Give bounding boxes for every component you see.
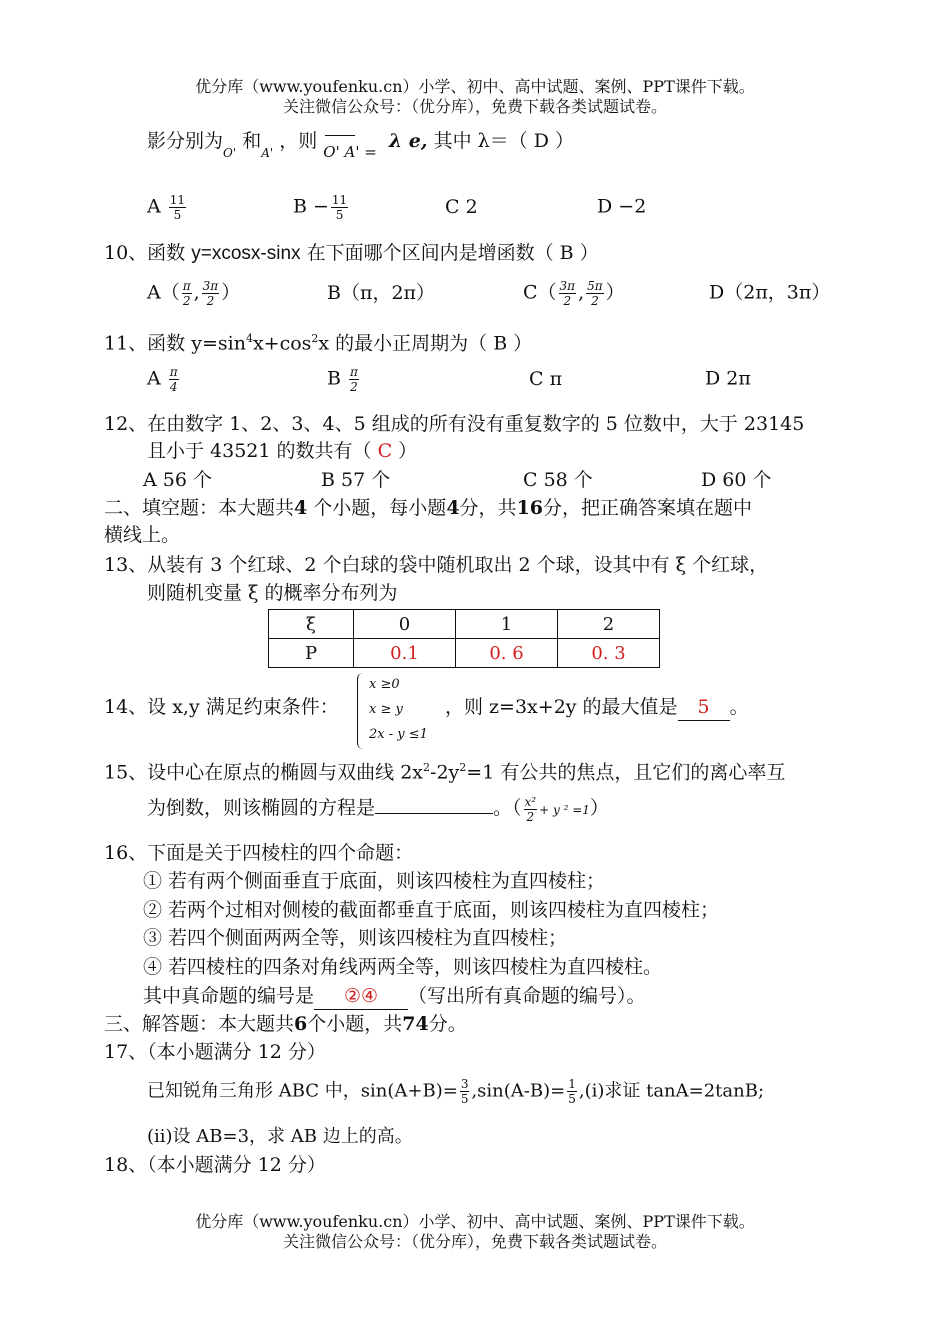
q9-stem: 影分别为$_{O'}$ 和$_{A'}$ ，则 O' A' = λ e, 其中 λ＝（ D ） (147, 128, 574, 166)
constraint-3: 2x - y ≤1 (369, 727, 428, 742)
q9-answer: D (533, 130, 549, 152)
q17-line1: 已知锐角三角形 ABC 中，sin(A+B)= $\frac{3}{5}$ ,sin(A-B)= $\frac{1}{5}$ ,(i)求证 tanA=2tanB; (147, 1077, 765, 1106)
q10-options: A（ $\frac{\pi}{2}$ , $\frac{3\pi}{2}$ ） B（π，2π） C（ $\frac{3\pi}{2}$ , $\frac{5\pi}{2}$ ） D（2π，3π） (147, 279, 831, 308)
q16-final: 其中真命题的编号是 ②④ （写出所有真命题的编号）。 (143, 983, 646, 1010)
q16-item-3: ③ 若四个侧面两两全等，则该四棱柱为直四棱柱； (143, 927, 568, 949)
q15-line2: 为倒数，则该椭圆的方程是 。（ $\frac{\text{x²}}{2}$ + y ² =1） (147, 794, 609, 824)
q15-line1: 15、设中心在原点的椭圆与双曲线 $2x^2-2y^2=1$ 有公共的焦点，且它们的离心率互 (104, 761, 786, 784)
q16-answer: ②④ (314, 983, 408, 1010)
q14-answer: 5 (678, 694, 730, 721)
table-cell: P (269, 639, 354, 668)
section-3-heading: 三、解答题：本大题共6个小题，共74分。 (104, 1013, 467, 1035)
table-row (269, 639, 660, 668)
q12-options: A 56 个 B 57 个 C 58 个 D 60 个 (143, 469, 772, 491)
section-2-heading: 二、填空题：本大题共4 个小题，每小题4分，共16分，把正确答案填在题中 (104, 497, 753, 519)
q12-line1: 12、在由数字 1、2、3、4、5 组成的所有没有重复数字的 5 位数中，大于 23145 (104, 413, 805, 435)
q17-title: 17、（本小题满分 12 分） (104, 1041, 326, 1063)
q16-stem: 16、下面是关于四棱柱的四个命题： (104, 842, 414, 864)
constraint-1: x ≥0 (369, 677, 400, 692)
q14-stem-a: 14、设 x,y 满足约束条件： (104, 696, 339, 718)
q11-answer: B (493, 332, 508, 355)
table-cell: 2 (558, 610, 660, 639)
section-2-heading-line2: 横线上。 (104, 524, 181, 546)
q16-item-2: ② 若两个过相对侧棱的截面都垂直于底面，则该四棱柱为直四棱柱； (143, 899, 720, 921)
q18-title: 18、（本小题满分 12 分） (104, 1154, 326, 1176)
q14-stem-b: ，则 z=3x+2y 的最大值是 5 。 (445, 694, 749, 721)
q17-line2: (ii)设 AB=3，求 AB 边上的高。 (147, 1126, 413, 1147)
q12-answer: C (377, 440, 393, 462)
q16-item-4: ④ 若四棱柱的四条对角线两两全等，则该四棱柱为直四棱柱。 (143, 956, 663, 978)
footer-line-2: 关注微信公众号：（优分库），免费下载各类试题试卷。 (282, 1232, 667, 1251)
q13-line1: 13、从装有 3 个红球、2 个白球的袋中随机取出 2 个球，设其中有 ξ 个红球， (104, 554, 769, 576)
constraint-2: x ≥ y (369, 702, 403, 717)
header-line-2: 关注微信公众号：（优分库），免费下载各类试题试卷。 (282, 97, 667, 116)
q12-line2: 且小于 43521 的数共有（ C ） (147, 440, 418, 462)
q11-options: A $\frac{\pi}{4}$ B $\frac{\pi}{2}$ C π D 2π (147, 365, 751, 394)
table-header-row (269, 610, 660, 639)
table-cell: 0. 3 (558, 639, 660, 668)
q13-line2: 则随机变量 ξ 的概率分布列为 (147, 582, 398, 604)
table-cell: 0. 6 (456, 639, 558, 668)
table-cell: ξ (269, 610, 354, 639)
table-cell: 1 (456, 610, 558, 639)
q11-stem: 11、函数 $y=\sin^4x+\cos^2x$ 的最小正周期为（ B ） (104, 332, 533, 355)
q10-answer: B (559, 242, 574, 264)
probability-table (268, 609, 660, 668)
o-prime-label: O' (223, 146, 237, 160)
q9-options: A $\frac{11}{5}$ B − $\frac{11}{5}$ C 2 D −2 (147, 193, 647, 222)
constraint-brace (357, 673, 366, 749)
a-prime-label: A' (261, 146, 274, 160)
header-line-1: 优分库（www.youfenku.cn）小学、初中、高中试题、案例、PPT课件下载。 (195, 77, 755, 96)
vector-oa: O' A' = (323, 139, 376, 165)
q15-blank (375, 793, 493, 814)
table-cell: 0.1 (354, 639, 456, 668)
q10-stem: 10、函数 y=xcosx-sinx 在下面哪个区间内是增函数（ B ） (104, 242, 599, 264)
table-cell: 0 (354, 610, 456, 639)
footer-line-1: 优分库（www.youfenku.cn）小学、初中、高中试题、案例、PPT课件下载。 (195, 1212, 755, 1231)
q16-item-1: ① 若有两个侧面垂直于底面，则该四棱柱为直四棱柱； (143, 870, 606, 892)
